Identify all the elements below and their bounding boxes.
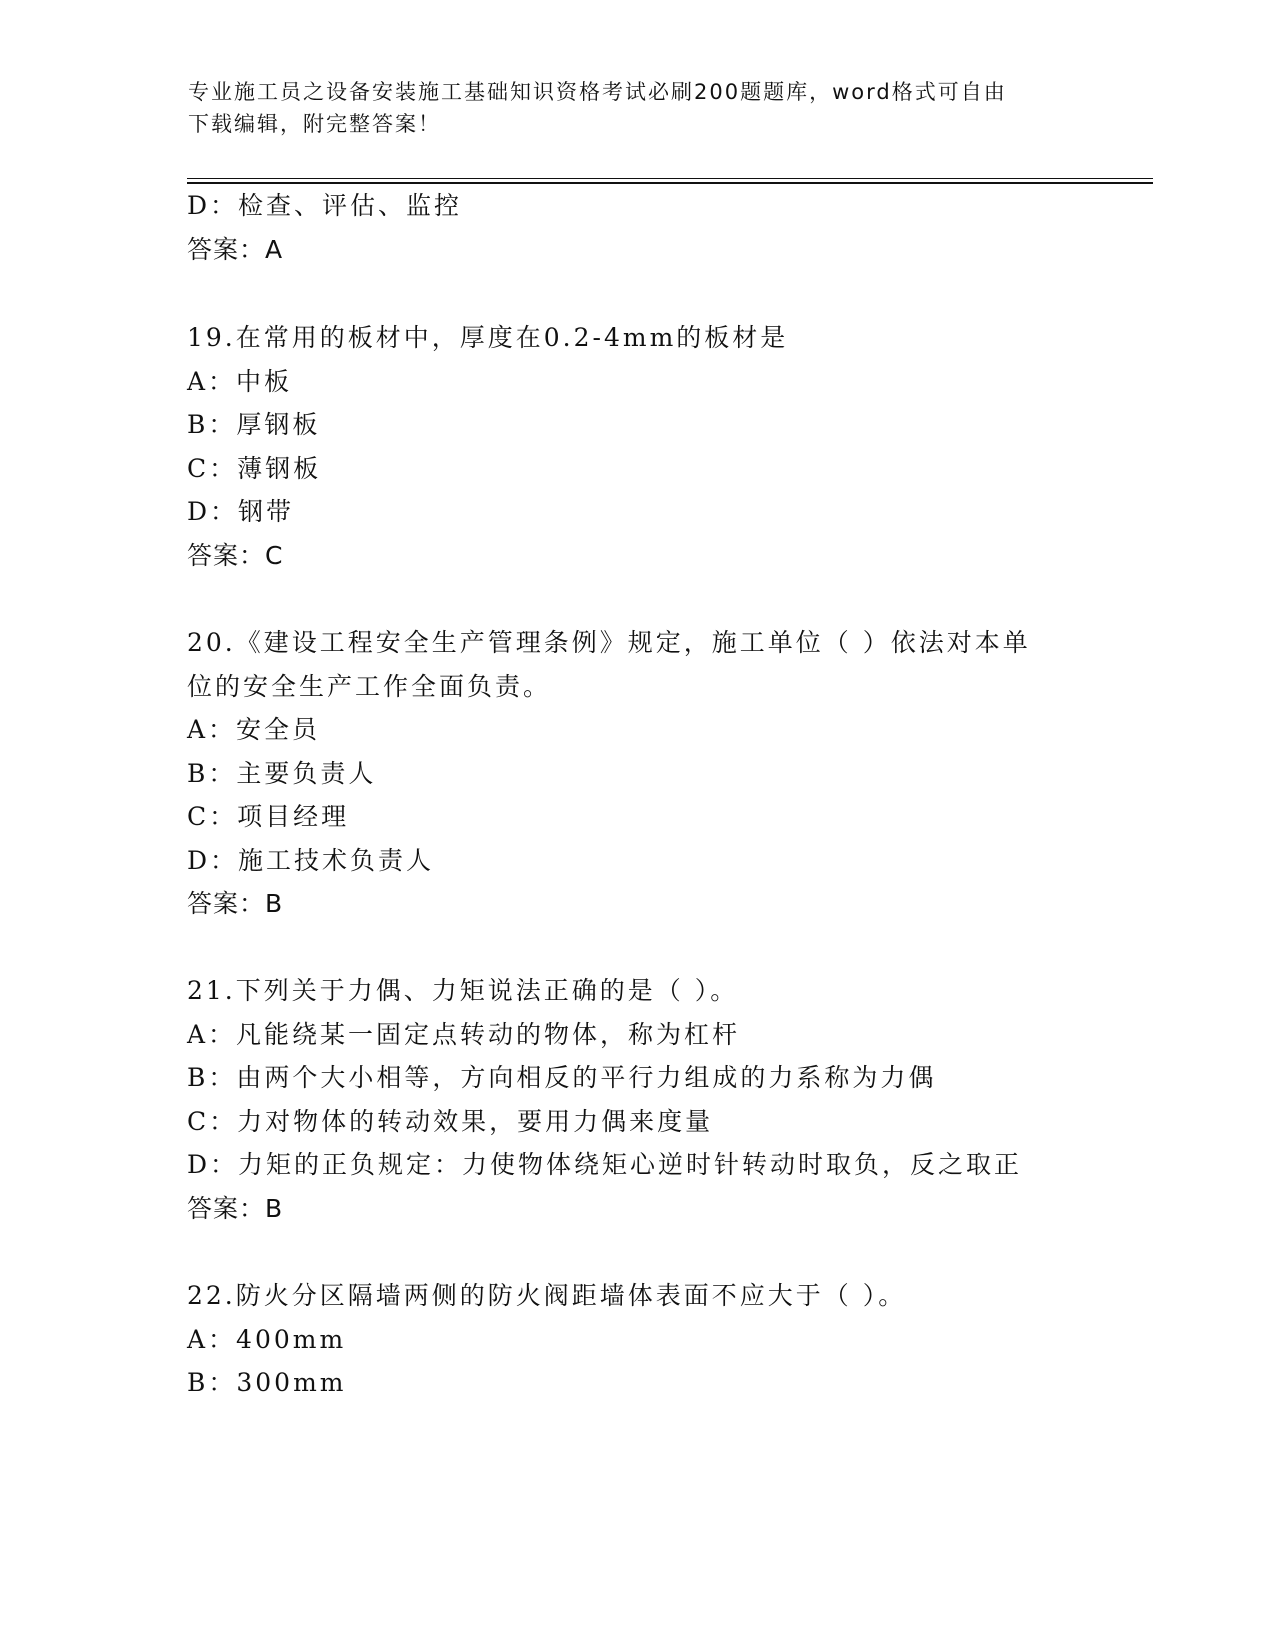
q20-option-a: A：安全员 xyxy=(187,715,321,744)
q19-stem: 19.在常用的板材中，厚度在0.2-4mm的板材是 xyxy=(187,323,789,352)
header-line-2: 下载编辑，附完整答案！ xyxy=(188,112,441,136)
document-header xyxy=(188,76,1088,140)
q19-option-c: C：薄钢板 xyxy=(187,454,322,483)
q21-answer: 答案：B xyxy=(187,1194,284,1223)
q22-option-a: A：400mm xyxy=(187,1325,347,1354)
q22-option-b: B：300mm xyxy=(187,1368,347,1397)
q21-option-d: D：力矩的正负规定：力使物体绕矩心逆时针转动时取负，反之取正 xyxy=(187,1150,1023,1179)
q19-option-d: D：钢带 xyxy=(187,497,295,526)
q19-option-b: B：厚钢板 xyxy=(187,410,321,439)
q20-option-b: B：主要负责人 xyxy=(187,759,377,788)
q21-option-a: A：凡能绕某一固定点转动的物体，称为杠杆 xyxy=(187,1020,741,1049)
header-rule-thick xyxy=(187,182,1153,184)
q20-option-d: D：施工技术负责人 xyxy=(187,846,435,875)
q22-stem: 22.防火分区隔墙两侧的防火阀距墙体表面不应大于（ ）。 xyxy=(187,1281,907,1310)
header-rule-thin xyxy=(187,178,1153,179)
q19-answer: 答案：C xyxy=(187,541,284,570)
q21-option-c: C：力对物体的转动效果，要用力偶来度量 xyxy=(187,1107,714,1136)
q20-option-c: C：项目经理 xyxy=(187,802,350,831)
q18-option-d: D：检查、评估、监控 xyxy=(187,191,463,220)
header-line-1: 专业施工员之设备安装施工基础知识资格考试必刷200题题库，word格式可自由 xyxy=(188,80,1007,104)
q21-stem: 21.下列关于力偶、力矩说法正确的是（ ）。 xyxy=(187,976,739,1005)
q20-answer: 答案：B xyxy=(187,889,284,918)
q19-option-a: A：中板 xyxy=(187,367,293,396)
q18-answer: 答案：A xyxy=(187,235,284,264)
q20-stem-line-1: 20.《建设工程安全生产管理条例》规定，施工单位（ ）依法对本单 xyxy=(187,628,1031,657)
q21-option-b: B：由两个大小相等，方向相反的平行力组成的力系称为力偶 xyxy=(187,1063,937,1092)
q20-stem-line-2: 位的安全生产工作全面负责。 xyxy=(187,672,552,701)
